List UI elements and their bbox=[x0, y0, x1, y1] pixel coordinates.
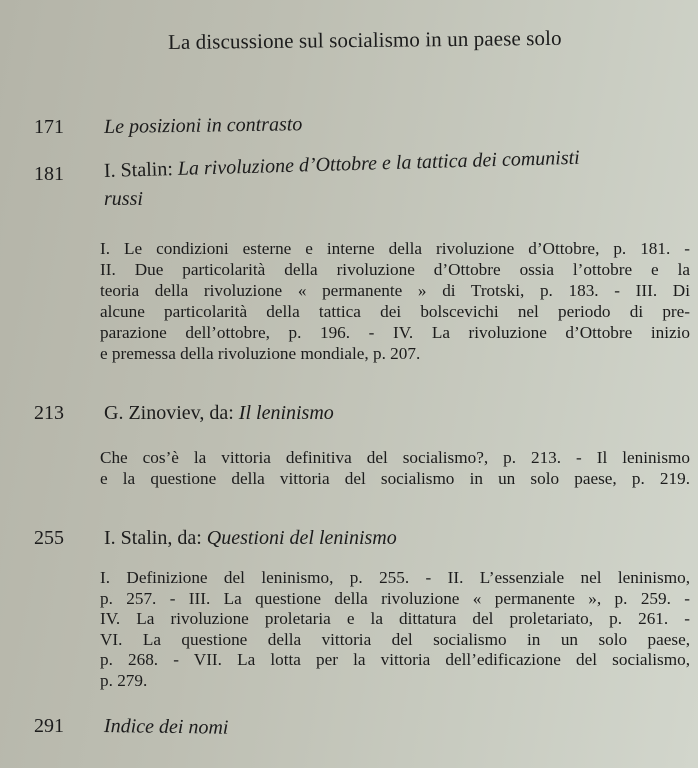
page-number: 291 bbox=[34, 715, 64, 737]
description-line: I. Le condizioni esterne e interne della rivoluzione d’Ottobre, p. 181. - bbox=[100, 239, 690, 258]
entry-work-title-continued: russi bbox=[104, 188, 143, 210]
page-number: 255 bbox=[34, 527, 64, 549]
description-line: VI. La questione della vittoria del socialismo in un solo paese, bbox=[100, 629, 690, 649]
description-line: I. Definizione del leninismo, p. 255. - II. L’essenziale nel leninismo, bbox=[100, 568, 690, 587]
page-number: 181 bbox=[34, 163, 64, 185]
description-line: II. Due particolarità della rivoluzione d’Ottobre ossia l’ottobre e la bbox=[100, 260, 690, 279]
entry-heading: Indice dei nomi bbox=[103, 715, 229, 739]
description-line: IV. La rivoluzione proletaria e la dittatura del proletariato, p. 261. - bbox=[100, 609, 690, 628]
description-line: Che cos’è la vittoria definitiva del socialismo?, p. 213. - Il leninismo bbox=[100, 448, 690, 467]
entry-heading: Le posizioni in contrasto bbox=[103, 113, 303, 138]
description-line: p. 257. - III. La questione della rivoluzione « permanente », p. 259. - bbox=[100, 588, 690, 608]
description-line: parazione dell’ottobre, p. 196. - IV. La rivoluzione d’Ottobre inizio bbox=[100, 323, 690, 342]
description-line: teoria della rivoluzione « permanente » di Trotski, p. 183. - III. Di bbox=[100, 281, 690, 300]
entry-work-title: Questioni del leninismo bbox=[206, 527, 397, 549]
description-line: p. 279. bbox=[100, 670, 148, 690]
entry-author: G. Zinoviev, da: bbox=[104, 402, 239, 424]
entry-heading bbox=[104, 527, 397, 550]
entry-description bbox=[100, 568, 690, 691]
entry-work-title: La rivoluzione d’Ottobre e la tattica dei comunisti bbox=[177, 146, 580, 180]
entry-author: I. Stalin, da: bbox=[104, 527, 207, 549]
description-line: p. 268. - VII. La lotta per la vittoria dell’edificazione del socialismo, bbox=[100, 650, 690, 669]
section-title: La discussione sul socialismo in un paese solo bbox=[167, 25, 562, 54]
page-number: 171 bbox=[34, 116, 64, 138]
entry-heading bbox=[104, 402, 334, 425]
description-line: alcune particolarità della tattica dei bolscevichi nel periodo di pre- bbox=[100, 302, 690, 321]
entry-author: I. Stalin: bbox=[103, 157, 179, 182]
entry-description bbox=[100, 238, 690, 364]
entry-work-title: Il leninismo bbox=[238, 402, 334, 424]
entry-heading bbox=[104, 147, 580, 183]
description-line: e premessa della rivoluzione mondiale, p. 207. bbox=[100, 344, 421, 363]
page-number: 213 bbox=[34, 402, 64, 424]
entry-description bbox=[100, 447, 690, 489]
description-line: e la questione della vittoria del socialismo in un solo paese, p. 219. bbox=[100, 469, 690, 488]
